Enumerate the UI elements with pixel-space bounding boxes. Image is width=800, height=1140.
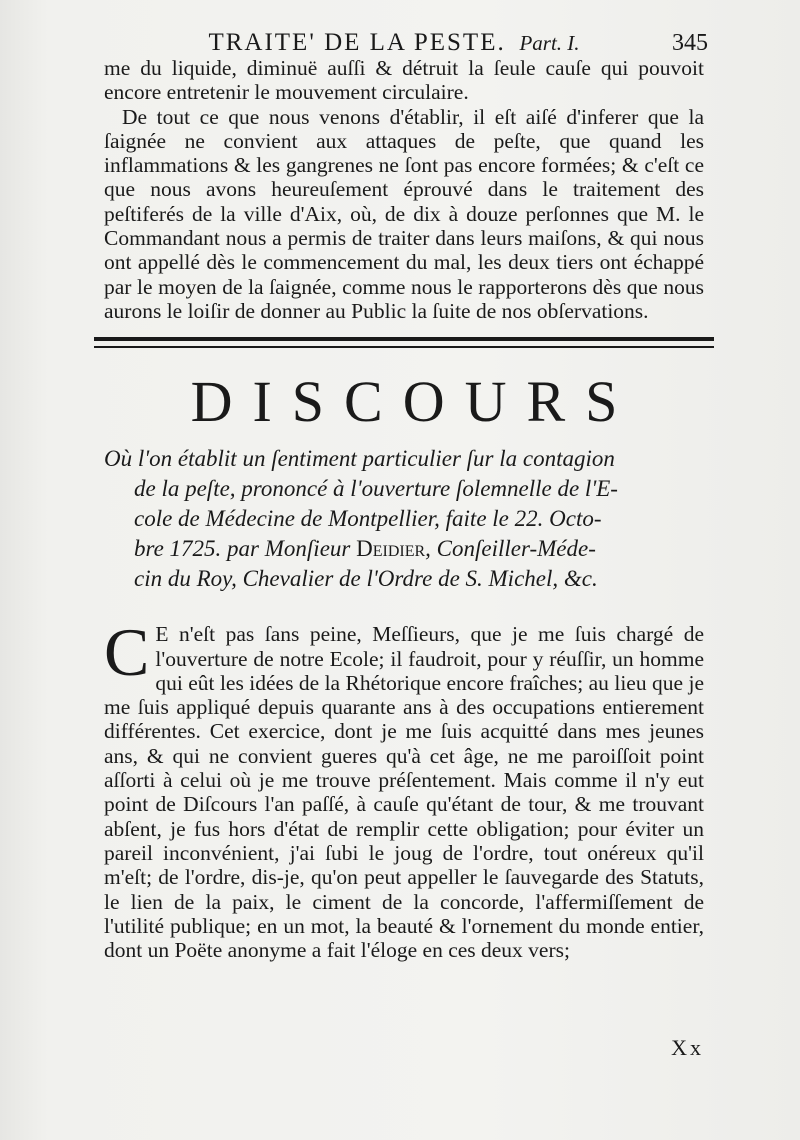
paragraph-continuation: me du liquide, diminuë auſſi & détruit la ſeule cauſe qui pouvoit encore entretenir le mouvement circulaire.	[104, 56, 704, 105]
subtitle-line: Où l'on établit un ſentiment particulier ſur la contagion	[104, 446, 615, 472]
subtitle-line	[104, 534, 704, 564]
subtitle-line: de la peſte, prononcé à l'ouverture ſolemnelle de l'E-	[134, 476, 618, 502]
section-heading: DISCOURS	[190, 369, 638, 435]
catchword: Xx	[671, 1035, 704, 1060]
discourse-body	[104, 614, 704, 963]
subtitle-text: bre 1725. par Monſieur	[134, 536, 351, 562]
drop-cap: C	[104, 614, 150, 691]
running-head-part: Part. I.	[519, 31, 580, 55]
running-head-title: TRAITE' DE LA PESTE.	[208, 29, 506, 56]
discourse-body-text: E n'eſt pas ſans peine, Meſſieurs, que je me ſuis chargé de l'ouverture de notre Ecole; il faudroit, pour y réuſſir, un homme qui eût les idées de la Rhétorique encore fraîches; au lieu que je me ſuis appliqué depuis quarante ans à des occupations entierement différentes. Cet exercice, dont je me ſuis acquitté dans mes jeunes ans, & qui ne convient gueres qu'à cet âge, ne me paroiſſoit point aſſorti à celui où je me trouve préſentement. Mais comme il n'y eut point de Diſcours l'an paſſé, à cauſe qu'étant de tour, & me trouvant abſent, je fus hors d'état de remplir cette obligation; pour éviter un pareil inconvénient, j'ai ſubi le joug de l'ordre, tout onéreux qu'il m'eſt; de l'ordre, dis-je, qu'on peut appeller le ſauvegarde des Statuts, le lien de la paix, le ciment de la concorde, l'affermiſſement de l'utilité publique; en un mot, la beauté & l'ornement du monde entier, dont un Poëte anonyme a fait l'éloge en ces deux vers;	[104, 622, 704, 963]
subtitle-text: , Conſeiller-Méde-	[425, 536, 596, 562]
discourse-subtitle	[104, 444, 704, 594]
author-name: Deidier	[356, 536, 426, 562]
subtitle-line: cole de Médecine de Montpellier, faite le 22. Octo-	[134, 506, 602, 532]
subtitle-line: cin du Roy, Chevalier de l'Ordre de S. Michel, &c.	[134, 566, 598, 592]
running-head	[104, 29, 708, 56]
page-content	[104, 29, 708, 963]
paragraph-saignee: De tout ce que nous venons d'établir, il eſt aiſé d'inferer que la ſaignée ne convient aux attaques de peſte, que quand les inflammations & les gangrenes ne ſont pas encore formées; & c'eſt ce que nous avons heureuſement éprouvé dans le traitement des peſtiferés de la ville d'Aix, où, de dix à douze perſonnes que M. le Commandant nous a permis de traiter dans leurs maiſons, & qui nous ont appellé dès le commencement du mal, les deux tiers ont échappé par le moyen de la ſaignée, comme nous le rapporterons dès que nous aurons le loiſir de donner au Public la ſuite de nos obſervations.	[104, 104, 704, 323]
section-divider-rule	[94, 337, 714, 348]
page-number: 345	[672, 30, 708, 56]
